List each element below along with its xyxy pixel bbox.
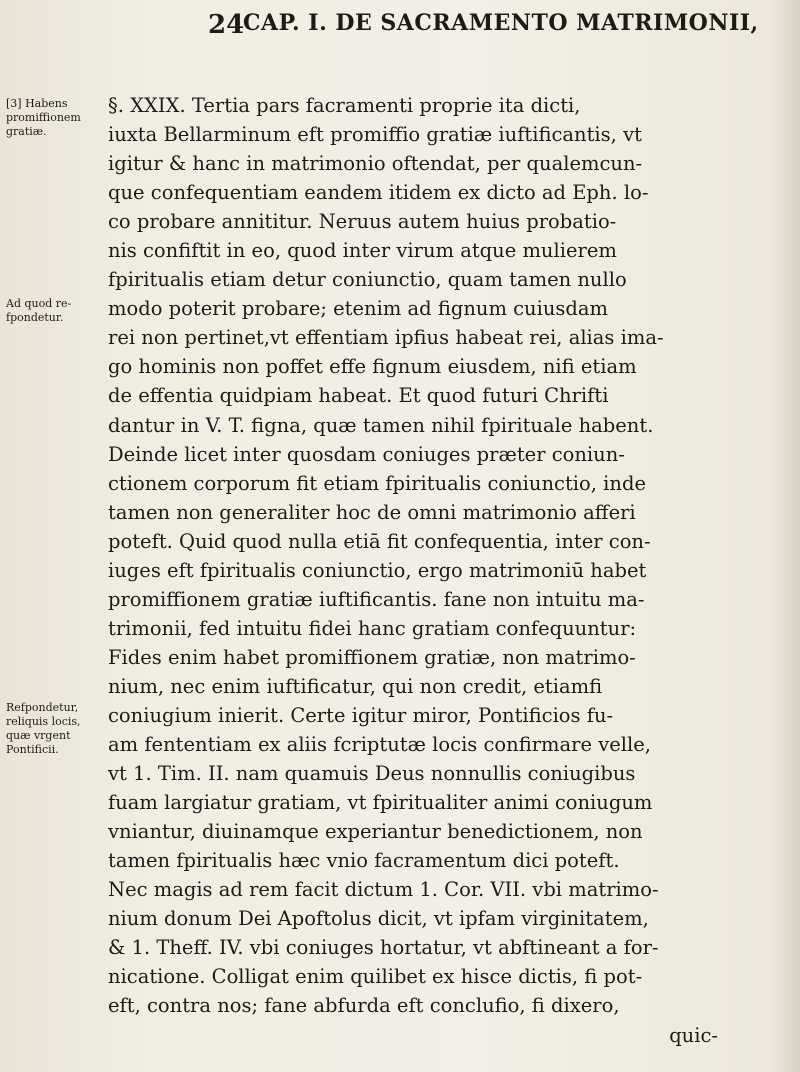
text-line: tamen non generaliter hoc de omni matrimonio afferi bbox=[108, 500, 636, 524]
text-line: igitur & hanc in matrimonio oftendat, per qualemcun- bbox=[108, 152, 643, 176]
text-line: nium donum Dei Apoftolus dicit, vt ipfam virginitatem, bbox=[108, 907, 649, 931]
running-head: CAP. I. DE SACRAMENTO MATRIMONII, bbox=[243, 10, 759, 36]
text-line: §. XXIX. Tertia pars facramenti proprie ita dicti, bbox=[108, 94, 581, 117]
text-line: iuges eft fpiritualis coniunctio, ergo matrimoniū habet bbox=[108, 558, 647, 582]
margin-note-respondetur bbox=[6, 701, 92, 757]
text-line: fuam largiatur gratiam, vt fpiritualiter animi coniugum bbox=[108, 791, 653, 815]
text-line: tamen fpiritualis hæc vnio facramentum dici poteft. bbox=[108, 849, 620, 873]
margin-note-line: Refpondetur, bbox=[6, 701, 79, 714]
text-line: go hominis non poffet effe fignum eiusdem, nifi etiam bbox=[108, 355, 637, 379]
text-line: nicatione. Colligat enim quilibet ex hisce dictis, fi pot- bbox=[108, 965, 643, 989]
margin-note-habens bbox=[6, 97, 92, 139]
text-line: am fententiam ex aliis fcriptutæ locis confirmare velle, bbox=[108, 733, 652, 757]
text-line: & 1. Theff. IV. vbi coniuges hortatur, vt abftineant a for- bbox=[108, 936, 659, 960]
margin-note-ad-quod bbox=[6, 297, 92, 325]
margin-note-line: Pontificii. bbox=[6, 743, 59, 756]
margin-note-line: Ad quod re- bbox=[6, 297, 72, 310]
text-line: vniantur, diuinamque experiantur benedictionem, non bbox=[108, 820, 643, 844]
margin-note-line: fpondetur. bbox=[6, 311, 64, 324]
text-line: ctionem corporum fit etiam fpiritualis coniunctio, inde bbox=[108, 471, 646, 495]
text-line: trimonii, fed intuitu fidei hanc gratiam confequuntur: bbox=[108, 616, 637, 640]
text-line: dantur in V. T. figna, quæ tamen nihil fpirituale habent. bbox=[108, 413, 654, 437]
page-number: 24 bbox=[208, 10, 245, 40]
text-line: fpiritualis etiam detur coniunctio, quam tamen nullo bbox=[108, 268, 627, 292]
catchword: quic- bbox=[669, 1023, 718, 1047]
text-line: promiffionem gratiæ iuftificantis. fane non intuitu ma- bbox=[108, 587, 645, 611]
text-line: rei non pertinet,vt effentiam ipfius habeat rei, alias ima- bbox=[108, 326, 664, 350]
text-line: nis confiftit in eo, quod inter virum atque mulierem bbox=[108, 239, 617, 263]
text-line: iuxta Bellarminum eft promiffio gratiæ iuftificantis, vt bbox=[108, 123, 642, 147]
margin-note-line: [3] Habens bbox=[6, 97, 68, 110]
text-line: de effentia quidpiam habeat. Et quod futuri Chrifti bbox=[108, 384, 609, 408]
text-line: modo poterit probare; etenim ad fignum cuiusdam bbox=[108, 297, 609, 321]
text-line: co probare annititur. Neruus autem huius probatio- bbox=[108, 210, 617, 234]
margin-note-line: quæ vrgent bbox=[6, 729, 71, 742]
text-line: coniugium inierit. Certe igitur miror, Pontificios fu- bbox=[108, 703, 614, 727]
body-text bbox=[108, 91, 778, 1050]
text-line: Nec magis ad rem facit dictum 1. Cor. VII. vbi matrimo- bbox=[108, 878, 659, 902]
margin-note-line: promiffionem bbox=[6, 111, 81, 124]
text-line: vt 1. Tim. II. nam quamuis Deus nonnullis coniugibus bbox=[108, 762, 636, 786]
text-line: que confequentiam eandem itidem ex dicto ad Eph. lo- bbox=[108, 181, 649, 205]
margin-note-line: gratiæ. bbox=[6, 125, 47, 138]
text-line: Fides enim habet promiffionem gratiæ, non matrimo- bbox=[108, 645, 636, 669]
text-line: Deinde licet inter quosdam coniuges præter coniun- bbox=[108, 442, 625, 466]
text-line: eft, contra nos; fane abfurda eft conclufio, fi dixero, bbox=[108, 994, 620, 1018]
margin-note-line: reliquis locis, bbox=[6, 715, 81, 728]
text-line: poteft. Quid quod nulla etiā fit confequentia, inter con- bbox=[108, 529, 651, 553]
page-header bbox=[0, 4, 800, 48]
text-line: nium, nec enim iuftificatur, qui non credit, etiamfi bbox=[108, 674, 603, 698]
